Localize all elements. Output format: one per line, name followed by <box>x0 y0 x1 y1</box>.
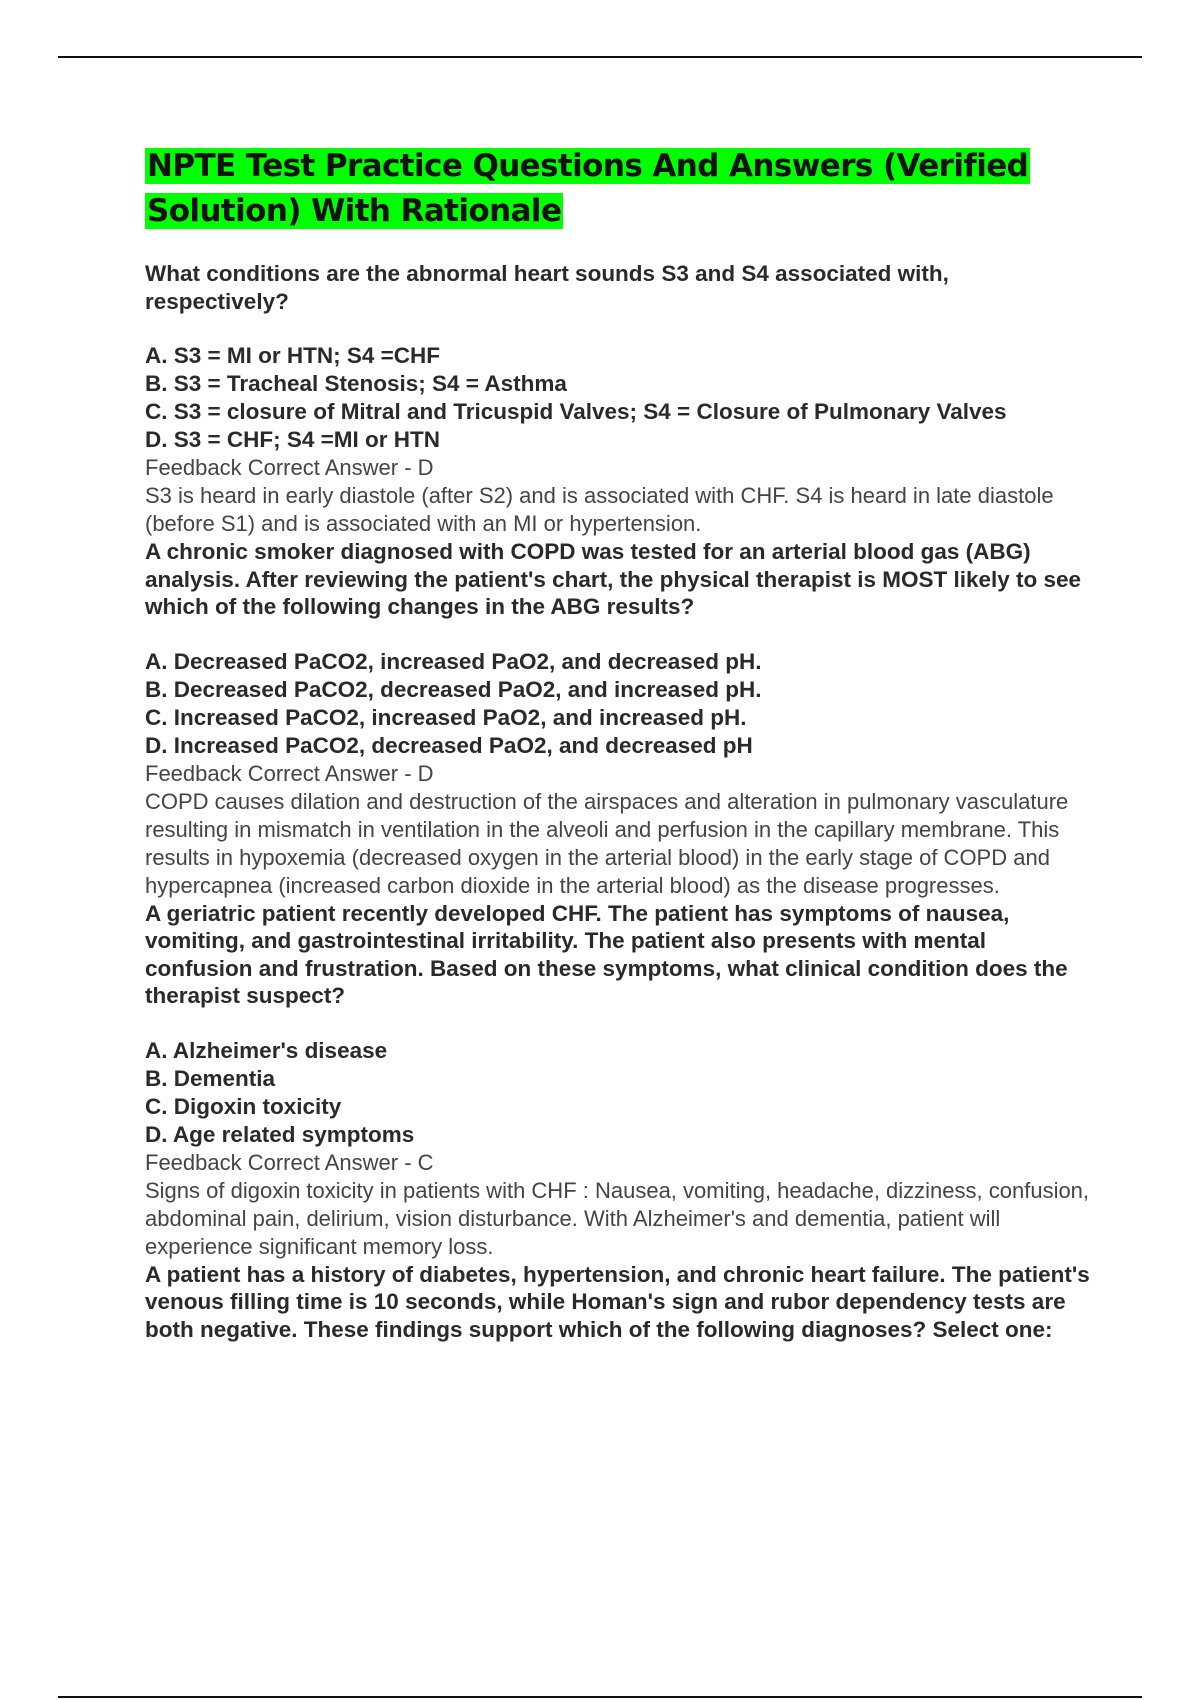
document-title <box>145 144 1095 234</box>
question-text: A patient has a history of diabetes, hypertension, and chronic heart failure. The patient's venous filling time is 10 seconds, while Homan's sign and rubor dependency tests are both negative. These findings support which of the following diagnoses? Select one: <box>145 1261 1090 1342</box>
answer-rationale: Signs of digoxin toxicity in patients with CHF : Nausea, vomiting, headache, dizziness, confusion, abdominal pain, delirium, vision disturbance. With Alzheimer's and dementia, patient will experience significant memory loss. <box>145 1177 1090 1259</box>
answer-option-a: A. S3 = MI or HTN; S4 =CHF <box>145 343 441 368</box>
question-text: A chronic smoker diagnosed with COPD was tested for an arterial blood gas (ABG) analysis. After reviewing the patient's chart, the physical therapist is MOST likely to see which of the following changes in the ABG results? <box>145 539 1082 619</box>
answer-option-a: A. Alzheimer's disease <box>145 1037 388 1063</box>
question-block-2 <box>145 538 1095 900</box>
answer-option-d: D. S3 = CHF; S4 =MI or HTN <box>145 427 441 452</box>
answer-option-b: B. Decreased PaCO2, decreased PaO2, and increased pH. <box>145 676 762 702</box>
footer-rule <box>58 1696 1142 1698</box>
answer-option-c: C. Digoxin toxicity <box>145 1093 342 1119</box>
answer-option-c: C. S3 = closure of Mitral and Tricuspid Valves; S4 = Closure of Pulmonary Valves <box>145 399 1007 424</box>
answer-rationale: COPD causes dilation and destruction of the airspaces and alteration in pulmonary vasculature resulting in mismatch in ventilation in the alveoli and perfusion in the capillary membrane. This results in hypoxemia (decreased oxygen in the arterial blood) in the early stage of COPD and hypercapnea (increased carbon dioxide in the arterial blood) as the disease progresses. <box>145 788 1069 898</box>
title-line-1: NPTE Test Practice Questions And Answers (Verified <box>147 148 1029 184</box>
document-body <box>145 144 1095 1343</box>
answer-option-b: B. Dementia <box>145 1065 276 1091</box>
question-block-1 <box>145 260 1095 538</box>
question-text: What conditions are the abnormal heart sounds S3 and S4 associated with, respectively? <box>145 261 949 314</box>
correct-answer-feedback: Feedback Correct Answer - D <box>145 455 434 480</box>
header-rule <box>58 56 1142 58</box>
correct-answer-feedback: Feedback Correct Answer - C <box>145 1149 434 1175</box>
title-line-2: Solution) With Rationale <box>147 193 562 229</box>
answer-rationale: S3 is heard in early diastole (after S2) and is associated with CHF. S4 is heard in late diastole (before S1) and is associated with an MI or hypertension. <box>145 483 1054 536</box>
question-block-3 <box>145 900 1095 1261</box>
question-block-4 <box>145 1261 1095 1344</box>
answer-option-a: A. Decreased PaCO2, increased PaO2, and decreased pH. <box>145 648 762 674</box>
answer-option-c: C. Increased PaCO2, increased PaO2, and increased pH. <box>145 704 747 730</box>
answer-option-d: D. Increased PaCO2, decreased PaO2, and decreased pH <box>145 732 753 758</box>
answer-option-d: D. Age related symptoms <box>145 1121 415 1147</box>
question-text: A geriatric patient recently developed CHF. The patient has symptoms of nausea, vomiting, and gastrointestinal irritability. The patient also presents with mental confusion and frustration. Based on these symptoms, what clinical condition does the therapist suspect? <box>145 900 1068 1008</box>
correct-answer-feedback: Feedback Correct Answer - D <box>145 760 434 786</box>
answer-option-b: B. S3 = Tracheal Stenosis; S4 = Asthma <box>145 371 567 396</box>
